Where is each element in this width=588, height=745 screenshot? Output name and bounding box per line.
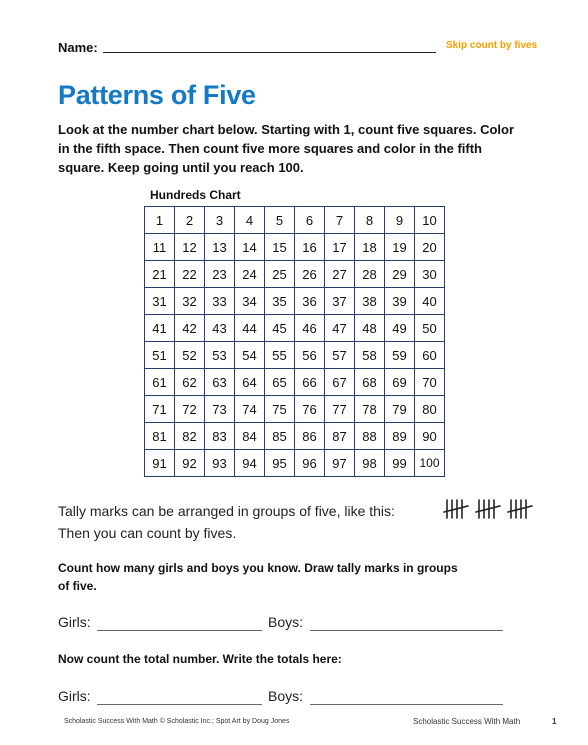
chart-row [145, 207, 445, 234]
tally-marks-icon [440, 497, 536, 523]
chart-cell[interactable]: 27 [325, 261, 355, 288]
chart-cell[interactable]: 10 [415, 207, 445, 234]
chart-row [145, 396, 445, 423]
chart-cell[interactable]: 26 [295, 261, 325, 288]
chart-title: Hundreds Chart [150, 188, 241, 202]
chart-cell[interactable]: 15 [265, 234, 295, 261]
chart-cell[interactable]: 99 [385, 450, 415, 477]
chart-cell[interactable]: 93 [205, 450, 235, 477]
chart-row [145, 315, 445, 342]
chart-cell[interactable]: 12 [175, 234, 205, 261]
chart-cell[interactable]: 28 [355, 261, 385, 288]
chart-cell[interactable]: 3 [205, 207, 235, 234]
chart-cell[interactable]: 96 [295, 450, 325, 477]
chart-row [145, 423, 445, 450]
chart-cell[interactable]: 65 [265, 369, 295, 396]
chart-cell[interactable]: 8 [355, 207, 385, 234]
chart-cell[interactable]: 33 [205, 288, 235, 315]
chart-cell[interactable]: 46 [295, 315, 325, 342]
chart-cell[interactable]: 62 [175, 369, 205, 396]
chart-cell[interactable]: 92 [175, 450, 205, 477]
chart-cell[interactable]: 97 [325, 450, 355, 477]
chart-cell[interactable]: 36 [295, 288, 325, 315]
chart-cell[interactable]: 83 [205, 423, 235, 450]
chart-cell[interactable]: 21 [145, 261, 175, 288]
topic-label: Skip count by fives [446, 40, 538, 51]
chart-cell[interactable]: 68 [355, 369, 385, 396]
chart-cell[interactable]: 79 [385, 396, 415, 423]
chart-cell[interactable]: 51 [145, 342, 175, 369]
page-number: 1 [552, 717, 557, 726]
boys-label-1: Boys: [268, 614, 304, 630]
chart-cell[interactable]: 69 [385, 369, 415, 396]
chart-cell[interactable]: 48 [355, 315, 385, 342]
chart-cell[interactable]: 95 [265, 450, 295, 477]
boys-total-blank[interactable] [310, 704, 503, 705]
chart-cell[interactable]: 45 [265, 315, 295, 342]
chart-cell[interactable]: 84 [235, 423, 265, 450]
chart-cell[interactable]: 78 [355, 396, 385, 423]
chart-row [145, 288, 445, 315]
chart-cell[interactable]: 50 [415, 315, 445, 342]
chart-cell[interactable]: 31 [145, 288, 175, 315]
tally-line-1: Tally marks can be arranged in groups of five, like this: [58, 503, 395, 519]
chart-cell[interactable]: 56 [295, 342, 325, 369]
chart-cell[interactable]: 2 [175, 207, 205, 234]
chart-cell[interactable]: 52 [175, 342, 205, 369]
boys-tally-blank[interactable] [310, 630, 503, 631]
page-title: Patterns of Five [58, 80, 256, 110]
chart-cell[interactable]: 90 [415, 423, 445, 450]
chart-cell[interactable]: 43 [205, 315, 235, 342]
hundreds-chart [144, 206, 445, 477]
chart-cell[interactable]: 39 [385, 288, 415, 315]
chart-cell[interactable]: 72 [175, 396, 205, 423]
chart-cell[interactable]: 14 [235, 234, 265, 261]
chart-cell[interactable]: 11 [145, 234, 175, 261]
chart-cell[interactable]: 86 [295, 423, 325, 450]
chart-cell[interactable]: 23 [205, 261, 235, 288]
chart-cell[interactable]: 32 [175, 288, 205, 315]
question-2: Now count the total number. Write the totals here: [58, 652, 342, 666]
chart-cell[interactable]: 61 [145, 369, 175, 396]
chart-cell[interactable]: 30 [415, 261, 445, 288]
chart-row [145, 261, 445, 288]
chart-cell[interactable]: 37 [325, 288, 355, 315]
girls-tally-blank[interactable] [97, 630, 262, 631]
chart-cell[interactable]: 22 [175, 261, 205, 288]
chart-cell[interactable]: 25 [265, 261, 295, 288]
boys-label-2: Boys: [268, 688, 304, 704]
chart-cell[interactable]: 100 [415, 450, 445, 477]
chart-cell[interactable]: 71 [145, 396, 175, 423]
chart-cell[interactable]: 35 [265, 288, 295, 315]
chart-cell[interactable]: 1 [145, 207, 175, 234]
chart-cell[interactable]: 87 [325, 423, 355, 450]
chart-cell[interactable]: 64 [235, 369, 265, 396]
chart-cell[interactable]: 13 [205, 234, 235, 261]
chart-cell[interactable]: 76 [295, 396, 325, 423]
chart-cell[interactable]: 34 [235, 288, 265, 315]
chart-cell[interactable]: 94 [235, 450, 265, 477]
chart-cell[interactable]: 49 [385, 315, 415, 342]
chart-cell[interactable]: 17 [325, 234, 355, 261]
chart-cell[interactable]: 81 [145, 423, 175, 450]
question-1: Count how many girls and boys you know. Draw tally marks in groups of five. [58, 561, 458, 593]
chart-cell[interactable]: 91 [145, 450, 175, 477]
instructions: Look at the number chart below. Starting with 1, count five squares. Color in the fifth space. Then count five more squares and color in the fifth square. Keep going until you reach 100. [58, 122, 515, 175]
chart-cell[interactable]: 18 [355, 234, 385, 261]
chart-cell[interactable]: 82 [175, 423, 205, 450]
tally-line-2: Then you can count by fives. [58, 525, 237, 541]
chart-cell[interactable]: 74 [235, 396, 265, 423]
chart-row [145, 369, 445, 396]
chart-cell[interactable]: 66 [295, 369, 325, 396]
chart-cell[interactable]: 85 [265, 423, 295, 450]
name-line[interactable] [103, 52, 436, 53]
chart-cell[interactable]: 54 [235, 342, 265, 369]
chart-cell[interactable]: 58 [355, 342, 385, 369]
name-label: Name: [58, 40, 98, 55]
chart-cell[interactable]: 47 [325, 315, 355, 342]
chart-cell[interactable]: 60 [415, 342, 445, 369]
chart-row [145, 234, 445, 261]
chart-cell[interactable]: 6 [295, 207, 325, 234]
girls-total-blank[interactable] [97, 704, 262, 705]
chart-cell[interactable]: 20 [415, 234, 445, 261]
chart-cell[interactable]: 88 [355, 423, 385, 450]
chart-cell[interactable]: 80 [415, 396, 445, 423]
chart-cell[interactable]: 98 [355, 450, 385, 477]
chart-cell[interactable]: 77 [325, 396, 355, 423]
girls-label-1: Girls: [58, 614, 91, 630]
chart-cell[interactable]: 40 [415, 288, 445, 315]
chart-cell[interactable]: 67 [325, 369, 355, 396]
chart-cell[interactable]: 70 [415, 369, 445, 396]
chart-cell[interactable]: 59 [385, 342, 415, 369]
chart-cell[interactable]: 63 [205, 369, 235, 396]
chart-cell[interactable]: 29 [385, 261, 415, 288]
chart-cell[interactable]: 5 [265, 207, 295, 234]
chart-cell[interactable]: 38 [355, 288, 385, 315]
chart-cell[interactable]: 16 [295, 234, 325, 261]
chart-row [145, 450, 445, 477]
chart-cell[interactable]: 42 [175, 315, 205, 342]
chart-cell[interactable]: 41 [145, 315, 175, 342]
chart-cell[interactable]: 44 [235, 315, 265, 342]
chart-cell[interactable]: 55 [265, 342, 295, 369]
chart-cell[interactable]: 57 [325, 342, 355, 369]
chart-cell[interactable]: 7 [325, 207, 355, 234]
chart-cell[interactable]: 53 [205, 342, 235, 369]
chart-cell[interactable]: 89 [385, 423, 415, 450]
chart-row [145, 342, 445, 369]
footer-book: Scholastic Success With Math [413, 717, 521, 726]
chart-cell[interactable]: 19 [385, 234, 415, 261]
girls-label-2: Girls: [58, 688, 91, 704]
chart-cell[interactable]: 4 [235, 207, 265, 234]
chart-cell[interactable]: 73 [205, 396, 235, 423]
chart-cell[interactable]: 75 [265, 396, 295, 423]
footer-credit: Scholastic Success With Math © Scholastic Inc.; Spot Art by Doug Jones [64, 718, 290, 725]
chart-cell[interactable]: 9 [385, 207, 415, 234]
chart-cell[interactable]: 24 [235, 261, 265, 288]
